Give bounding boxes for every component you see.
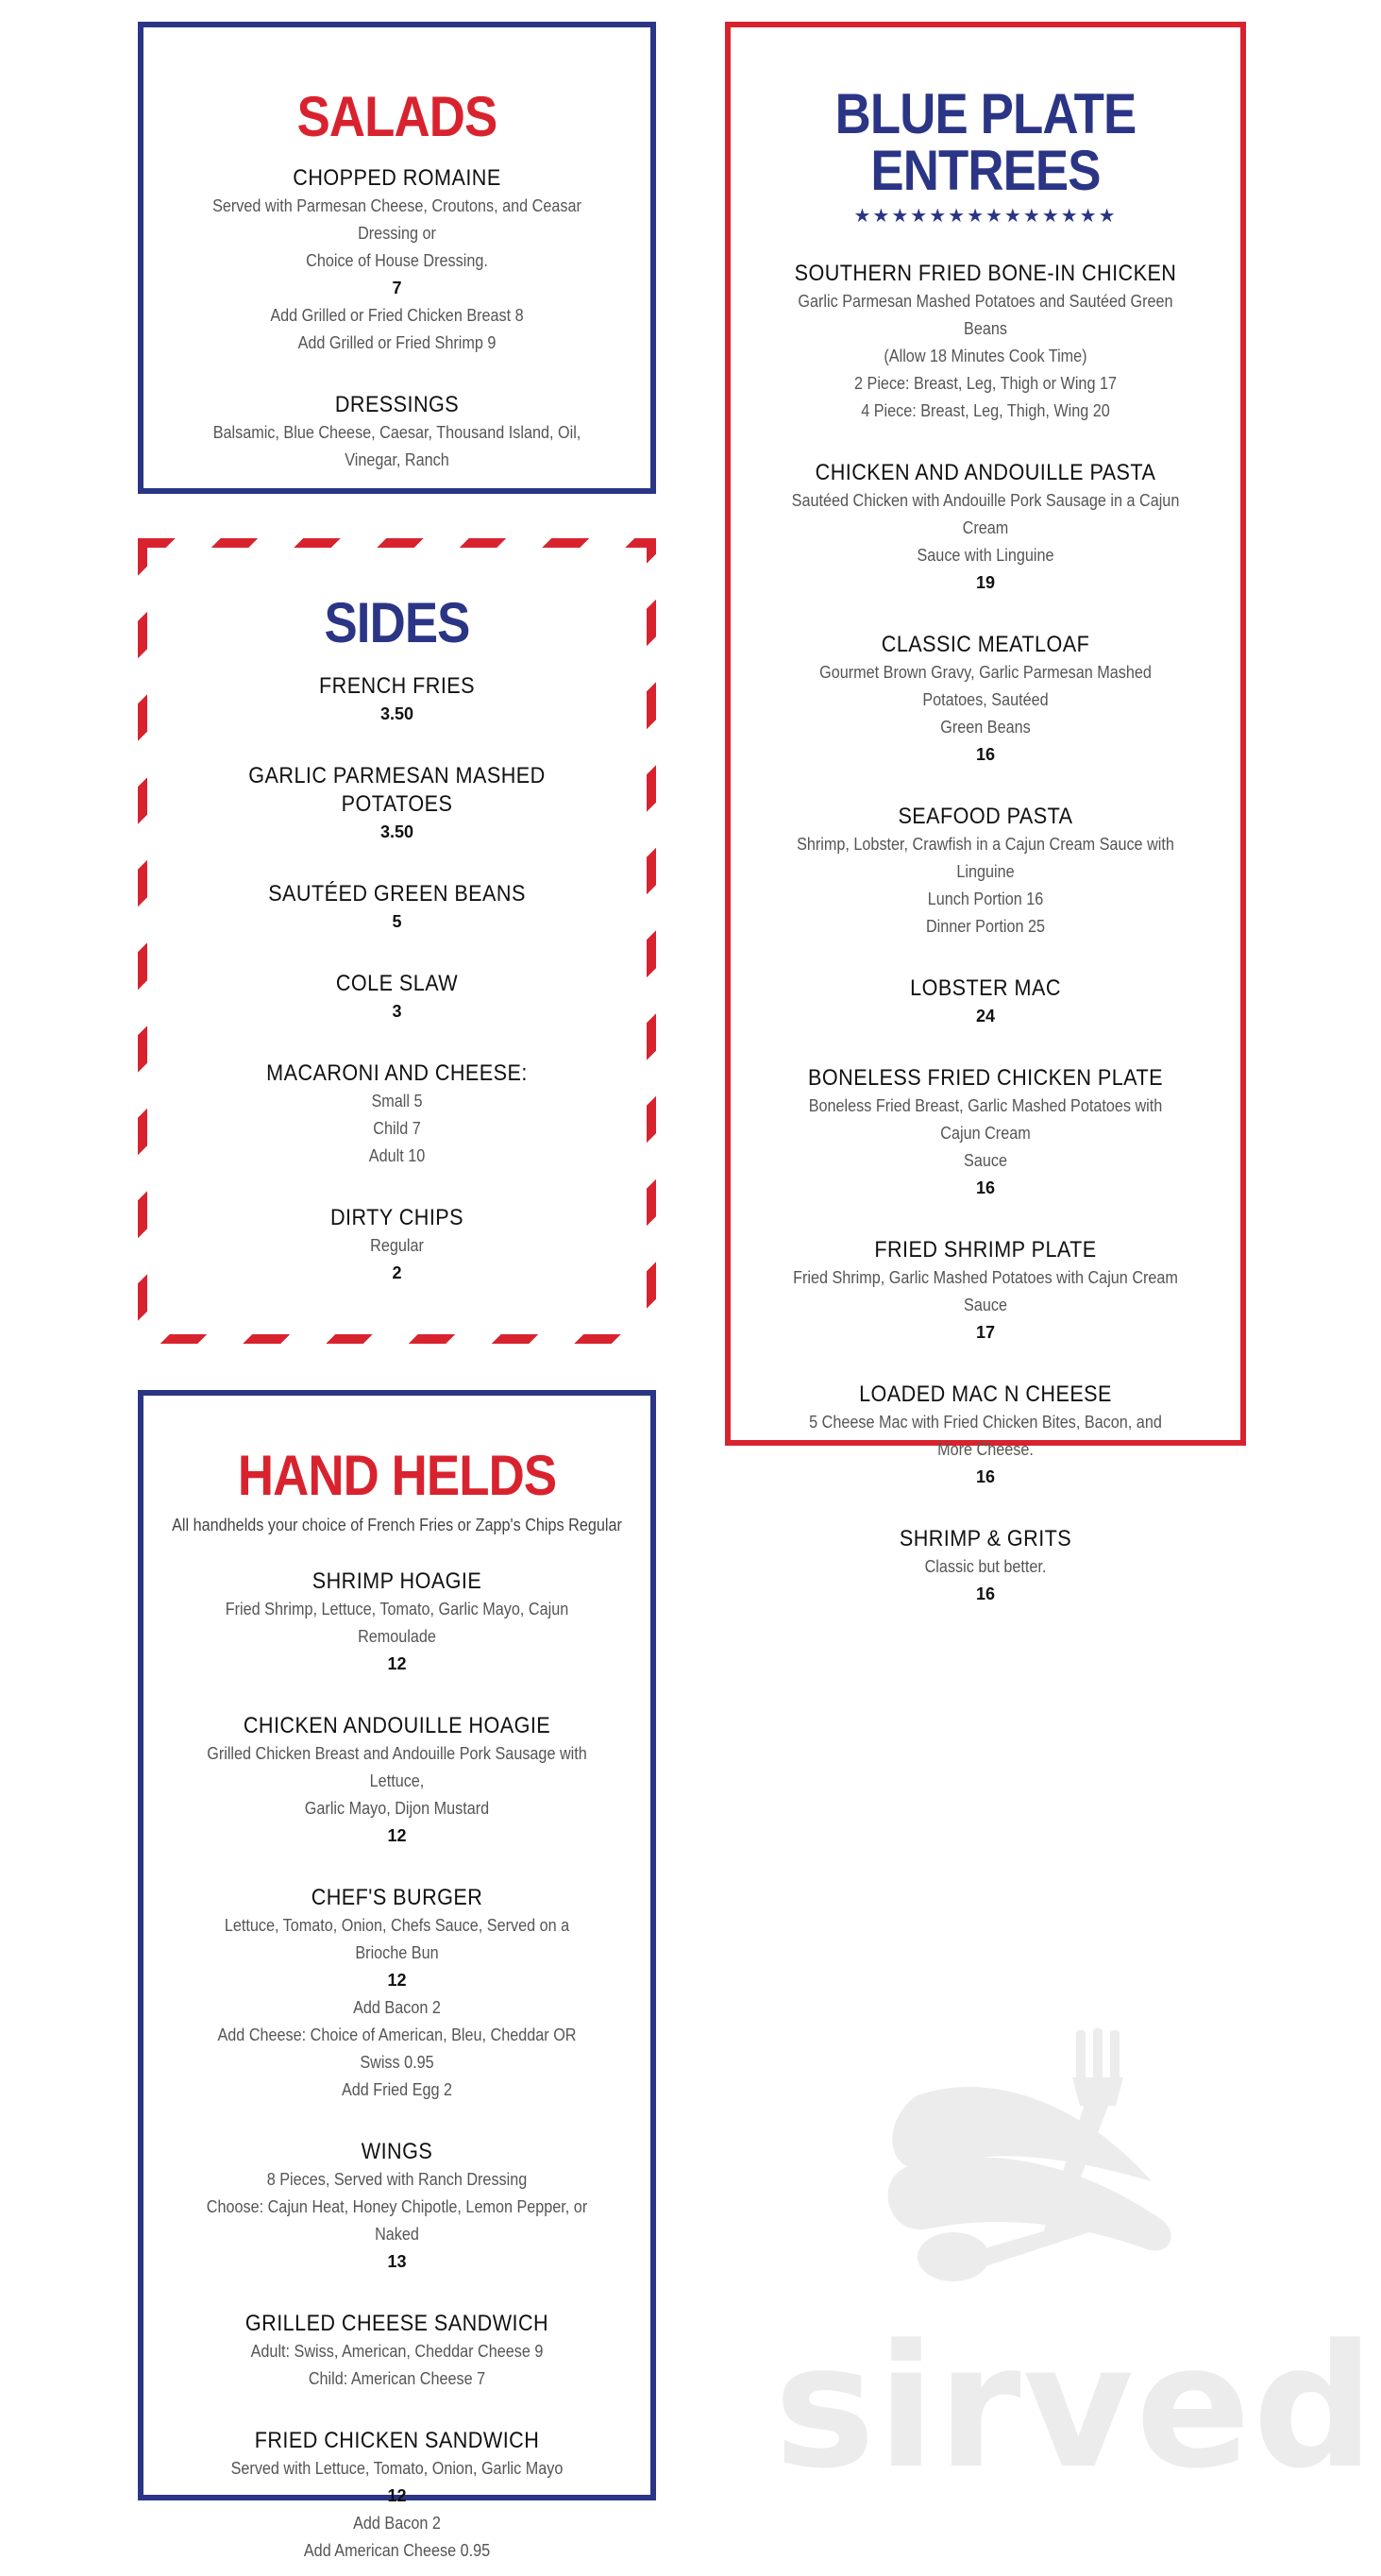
menu-item-description: Choice of House Dressing.	[306, 251, 488, 270]
menu-item-addon: Add American Cheese 0.95	[303, 2541, 491, 2560]
menu-item-name: CHICKEN ANDOUILLE HOAGIE	[243, 1713, 551, 1738]
menu-item-description: Fried Shrimp, Garlic Mashed Potatoes with Cajun Cream Sauce	[793, 1268, 1178, 1314]
menu-item-price: 12	[387, 1654, 407, 1673]
menu-item-price: 13	[387, 2252, 407, 2271]
menu-item-name: FRIED CHICKEN SANDWICH	[254, 2428, 540, 2453]
menu-item	[768, 1381, 1203, 1491]
menu-item	[768, 459, 1203, 597]
sides-items	[147, 672, 647, 1287]
menu-item-name: FRENCH FRIES	[318, 673, 476, 699]
menu-item	[768, 631, 1203, 769]
menu-item-description: Small 5	[371, 1092, 423, 1110]
salads-title: SALADS	[296, 85, 497, 148]
menu-item-name: CHICKEN AND ANDOUILLE PASTA	[815, 460, 1156, 485]
menu-item-name: BONELESS FRIED CHICKEN PLATE	[808, 1065, 1163, 1091]
sirved-watermark	[774, 2002, 1376, 2506]
fork-knife-spoon-icon	[774, 2002, 1312, 2304]
entrees-items	[731, 260, 1240, 1608]
menu-item-description: Fried Shrimp, Lettuce, Tomato, Garlic Mayo, Cajun Remoulade	[225, 1600, 569, 1646]
menu-item-name: CLASSIC MEATLOAF	[881, 632, 1090, 657]
menu-item-name: SHRIMP & GRITS	[899, 1526, 1072, 1551]
menu-item-price: 19	[975, 573, 996, 592]
menu-item-description: Child 7	[373, 1119, 421, 1138]
menu-item	[768, 974, 1203, 1030]
menu-item-name: LOADED MAC N CHEESE	[859, 1381, 1112, 1407]
menu-item-description: 2 Piece: Breast, Leg, Thigh or Wing 17	[854, 374, 1117, 393]
menu-item-addon: Add Cheese: Choice of American, Bleu, Cheddar OR Swiss 0.95	[217, 2025, 577, 2072]
menu-item-description: Adult 10	[368, 1146, 426, 1165]
menu-item	[181, 2427, 613, 2565]
menu-item	[181, 1568, 613, 1678]
menu-item-price: 5	[392, 912, 402, 931]
menu-item-name: MACARONI AND CHEESE:	[266, 1060, 528, 1086]
menu-item-name: LOBSTER MAC	[910, 975, 1061, 1001]
menu-item-price: 24	[975, 1007, 996, 1025]
menu-item	[185, 762, 609, 846]
menu-item	[768, 803, 1203, 941]
sirved-logo-text: sirved	[774, 2309, 1376, 2506]
menu-item-description: 5 Cheese Mac with Fried Chicken Bites, Bacon, and More Cheese.	[809, 1413, 1162, 1459]
menu-item-price: 2	[392, 1263, 402, 1282]
hand-helds-title: HAND HELDS	[237, 1444, 557, 1507]
menu-item-name: SAUTÉED GREEN BEANS	[268, 881, 526, 907]
menu-item	[181, 2310, 613, 2393]
menu-item-description: Garlic Parmesan Mashed Potatoes and Sautéed Green Beans	[798, 292, 1173, 338]
menu-item-description: Sauce	[964, 1151, 1007, 1170]
menu-item-price: 12	[387, 1971, 407, 1990]
hand-helds-subtitle: All handhelds your choice of French Fries or Zapp's Chips Regular	[172, 1516, 622, 1534]
menu-item-description: Balsamic, Blue Cheese, Caesar, Thousand Island, Oil, Vinegar, Ranch	[212, 423, 581, 469]
menu-item	[185, 672, 609, 728]
menu-item-name: DRESSINGS	[334, 392, 460, 417]
menu-item-name: WINGS	[361, 2139, 433, 2164]
menu-item-description: Garlic Mayo, Dijon Mustard	[304, 1799, 490, 1818]
menu-item-description: Adult: Swiss, American, Cheddar Cheese 9	[250, 2342, 544, 2361]
menu-item-price: 12	[387, 1826, 407, 1845]
menu-item-description: Dinner Portion 25	[925, 917, 1046, 936]
menu-item-addon: Add Grilled or Fried Chicken Breast 8	[270, 306, 524, 325]
menu-item-description: Child: American Cheese 7	[308, 2369, 486, 2388]
menu-item-addon: Add Fried Egg 2	[341, 2080, 453, 2099]
menu-item	[768, 1064, 1203, 1202]
menu-item-name: CHEF'S BURGER	[311, 1885, 483, 1910]
menu-item-addon: Add Grilled or Fried Shrimp 9	[297, 333, 497, 352]
menu-item-description: Gourmet Brown Gravy, Garlic Parmesan Mashed Potatoes, Sautéed	[819, 663, 1152, 709]
menu-item	[185, 1204, 609, 1287]
menu-item-price: 16	[975, 1467, 996, 1486]
menu-item-description: Lunch Portion 16	[927, 890, 1044, 908]
menu-item-description: Sauce with Linguine	[917, 546, 1054, 565]
menu-item-name: GRILLED CHEESE SANDWICH	[244, 2311, 549, 2336]
stars-divider: ★★★★★★★★★★★★★★	[853, 206, 1118, 227]
menu-item-price: 3.50	[379, 822, 414, 841]
menu-item-description: Green Beans	[940, 718, 1031, 737]
menu-item-name: SOUTHERN FRIED BONE-IN CHICKEN	[794, 261, 1177, 286]
menu-item-name: COLE SLAW	[335, 971, 459, 996]
menu-item	[181, 1884, 613, 2104]
menu-item-description: Choose: Cajun Heat, Honey Chipotle, Lemon Pepper, or Naked	[206, 2197, 588, 2244]
menu-item-name: DIRTY CHIPS	[330, 1205, 463, 1230]
menu-item-price: 17	[975, 1323, 996, 1342]
hand-helds-items	[143, 1568, 650, 2565]
menu-item-name: CHOPPED ROMAINE	[293, 165, 501, 191]
menu-item-description: Classic but better.	[924, 1557, 1047, 1576]
menu-item	[768, 1236, 1203, 1347]
menu-item-price: 16	[975, 1178, 996, 1197]
menu-item-description: Sautéed Chicken with Andouille Pork Sausage in a Cajun Cream	[791, 491, 1180, 537]
salads-section	[138, 22, 656, 494]
menu-item-description: Served with Parmesan Cheese, Croutons, and Ceasar Dressing or	[212, 196, 581, 243]
menu-item	[185, 970, 609, 1025]
menu-item	[185, 1059, 609, 1170]
menu-item-price: 12	[387, 2486, 407, 2505]
menu-item-price: 3	[392, 1002, 402, 1021]
menu-item-price: 16	[975, 745, 996, 764]
menu-item-description: Shrimp, Lobster, Crawfish in a Cajun Cream Sauce with Linguine	[797, 835, 1174, 881]
menu-item-addon: Add Bacon 2	[353, 2514, 441, 2533]
menu-item-description: (Allow 18 Minutes Cook Time)	[884, 347, 1087, 365]
menu-item-description: Regular	[370, 1236, 424, 1255]
menu-item-name: SEAFOOD PASTA	[898, 804, 1073, 829]
sides-title: SIDES	[324, 591, 470, 654]
menu-item-description: Served with Lettuce, Tomato, Onion, Garlic Mayo	[230, 2459, 564, 2478]
menu-item	[768, 1525, 1203, 1608]
menu-item	[181, 391, 613, 474]
salads-items	[143, 164, 650, 474]
menu-item-description: 4 Piece: Breast, Leg, Thigh, Wing 20	[861, 401, 1110, 420]
menu-item-price: 7	[392, 279, 402, 297]
menu-item-price: 16	[975, 1585, 996, 1603]
menu-item	[181, 2138, 613, 2276]
menu-item-description: 8 Pieces, Served with Ranch Dressing	[266, 2170, 528, 2189]
menu-item	[181, 164, 613, 357]
menu-item-addon: Add Bacon 2	[353, 1998, 441, 2017]
entrees-title: BLUE PLATE ENTREES	[834, 82, 1137, 202]
sides-section	[138, 538, 656, 1344]
hand-helds-section	[138, 1390, 656, 2560]
menu-item-description: Lettuce, Tomato, Onion, Chefs Sauce, Served on a Brioche Bun	[224, 1916, 570, 1962]
entrees-section	[725, 22, 1246, 1603]
menu-item-description: Grilled Chicken Breast and Andouille Pork Sausage with Lettuce,	[207, 1744, 587, 1790]
menu-item	[181, 1712, 613, 1850]
menu-item-name: FRIED SHRIMP PLATE	[874, 1237, 1097, 1263]
menu-item-name: SHRIMP HOAGIE	[312, 1568, 482, 1594]
menu-item-price: 3.50	[379, 704, 414, 723]
menu-item-name: GARLIC PARMESAN MASHED POTATOES	[248, 763, 546, 817]
menu-item	[185, 880, 609, 936]
menu-item	[768, 260, 1203, 425]
menu-item-description: Boneless Fried Breast, Garlic Mashed Potatoes with Cajun Cream	[808, 1096, 1163, 1143]
